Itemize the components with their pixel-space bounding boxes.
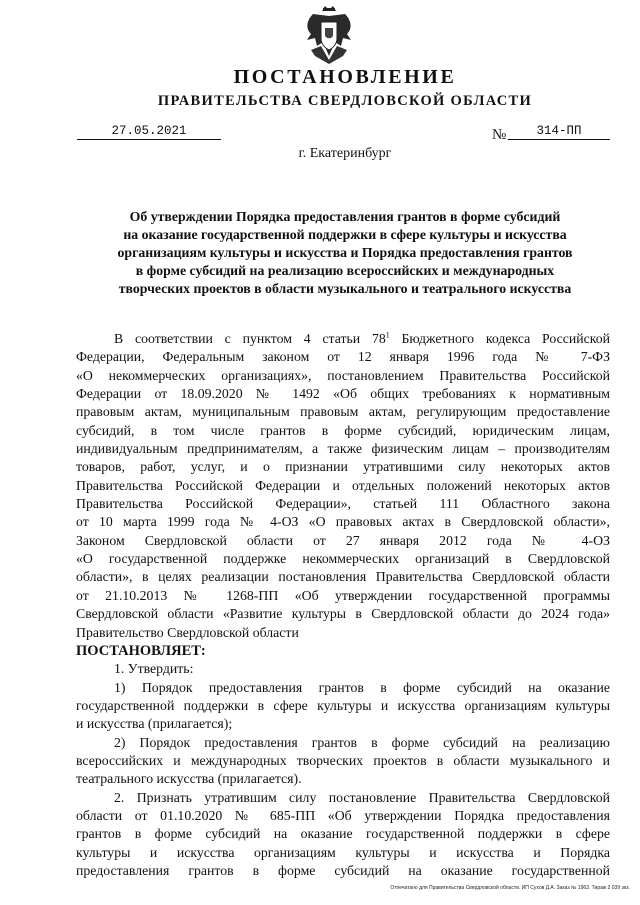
title-line: на оказание государственной поддержки в сфере культуры и искусства (123, 227, 567, 242)
body-line: 2. Признать утратившим силу постановление Правительства Свердловской (114, 789, 610, 805)
document-title (76, 208, 614, 298)
print-footer: Отпечатано для Правительства Свердловской области. ИП Сухов Д.А. Заказ № 1963. Тираж 2 039 экз. (390, 885, 630, 891)
body-line: от 21.10.2013 № 1268-ПП «Об утверждении государственной программы (76, 587, 610, 603)
city: г. Екатеринбург (298, 146, 392, 161)
body-line: Федерации от 18.09.2020 № 1492 «Об общих требованиях к нормативным (76, 386, 610, 402)
title-line: в форме субсидий на реализацию всероссийских и международных (135, 263, 555, 278)
body-line: В соответствии с пунктом 4 статьи $78^1$ Бюджетного кодекса Российской (114, 330, 610, 346)
body-line: 1) Порядок предоставления грантов в форме субсидий на оказание (114, 679, 610, 695)
body-line: Федерации, Федеральным законом от 12 января 1996 года № 7-ФЗ (76, 349, 610, 365)
body-line: субсидий, в том числе грантов в форме субсидий, юридическим лицам, (76, 422, 610, 438)
body-line: Правительство Свердловской области (76, 624, 299, 640)
body-line: Законом Свердловской области от 27 января 2012 года № 4-ОЗ (76, 532, 610, 548)
body-line: Правительства Российской Федерации», статьей 111 Областного закона (76, 496, 610, 512)
coat-of-arms-icon (303, 6, 355, 64)
body-line: культуры и искусства организациям культуры и искусства и Порядка (76, 844, 610, 860)
body-line: правовым актам, муниципальным правовым актам, регулирующим предоставление (76, 404, 610, 420)
body-line: грантов в форме субсидий на оказание государственной поддержки в сфере (76, 826, 610, 842)
document-body (76, 330, 610, 880)
title-line: Об утверждении Порядка предоставления грантов в форме субсидий (129, 209, 561, 224)
document-date: 27.05.2021 (77, 124, 221, 140)
body-line: Правительства Российской Федерации и отдельных положений некоторых актов (76, 477, 610, 493)
body-line: области от 01.10.2020 № 685-ПП «Об утверждении Порядка предоставления (76, 807, 610, 823)
body-line: от 10 марта 1999 года № 4-ОЗ «О правовых актах в Свердловской области», (76, 514, 610, 530)
number-sign: № (492, 127, 507, 143)
body-line: индивидуальным предпринимателям, а также физическим лицам – производителям (76, 441, 610, 457)
body-line: всероссийских и международных творческих проектов в области музыкального и (76, 752, 610, 768)
decree-word: ПОСТАНОВЛЯЕТ: (76, 642, 206, 659)
body-line: области», в целях реализации постановления Правительства Свердловской области (76, 569, 610, 585)
body-line: «О некоммерческих организациях», постановлением Правительства Российской (76, 367, 610, 383)
body-line: Свердловской области «Развитие культуры в Свердловской области до 2024 года» (76, 606, 610, 622)
document-number: 314-ПП (508, 124, 610, 140)
body-line: предоставления грантов в форме субсидий на оказание государственной (76, 862, 610, 878)
body-line: «О государственной поддержке некоммерческих организаций в Свердловской (76, 551, 610, 567)
superscript: 1 (385, 330, 390, 340)
body-line: государственной поддержки в сфере культуры и искусства организациям культуры (76, 697, 610, 713)
doc-type-heading: ПОСТАНОВЛЕНИЕ (233, 66, 457, 88)
title-line: организациям культуры и искусства и Порядка предоставления грантов (117, 245, 573, 260)
body-line: театрального искусства (прилагается). (76, 771, 302, 787)
body-line: 2) Порядок предоставления грантов в форме субсидий на реализацию (114, 734, 610, 750)
item-1: 1. Утвердить: (114, 661, 194, 677)
body-line: и искусства (прилагается); (76, 716, 233, 732)
title-line: творческих проектов в области музыкального и театрального искусства (118, 281, 572, 296)
issuer-heading: ПРАВИТЕЛЬСТВА СВЕРДЛОВСКОЙ ОБЛАСТИ (157, 93, 533, 109)
body-line: товаров, работ, услуг, и о признании утратившими силу некоторых актов (76, 459, 610, 475)
